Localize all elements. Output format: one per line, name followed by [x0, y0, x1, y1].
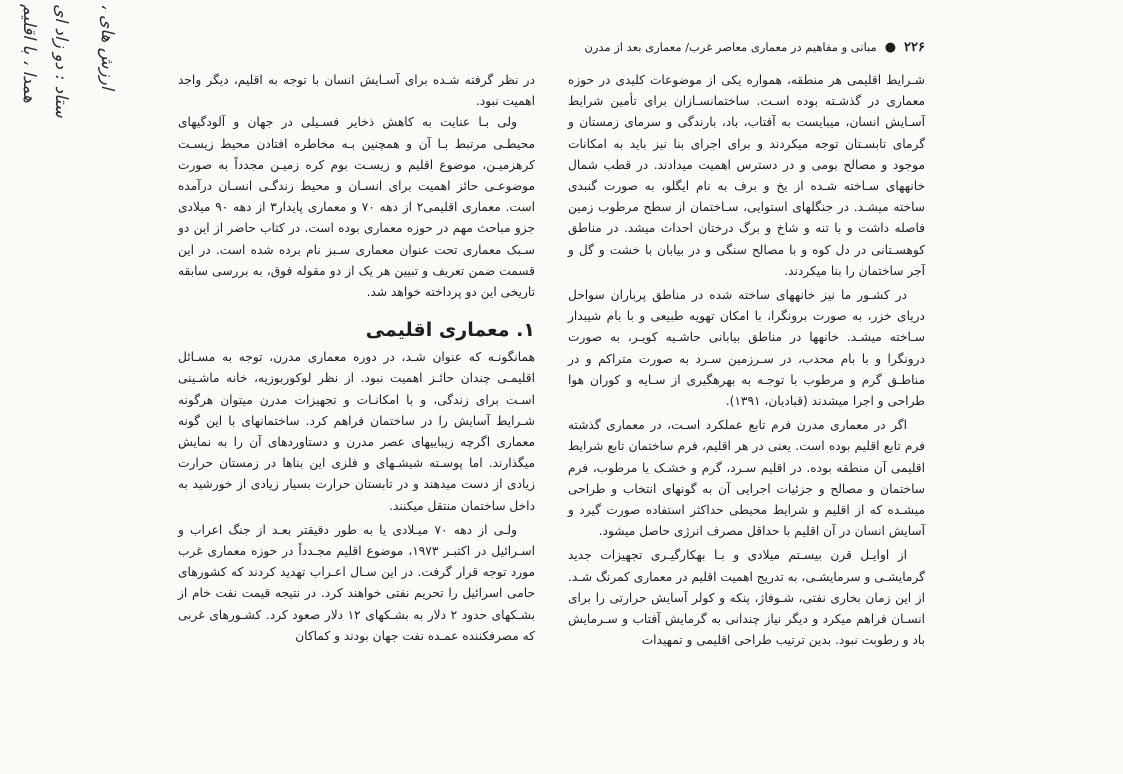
- handwritten-note-1: همدا ، با اقلیم: [19, 4, 39, 103]
- running-title: مبانی و مفاهیم در معماری معاصر غرب/ معماری بعد از مدرن: [584, 40, 877, 54]
- handwritten-note-2: ستاد : دو زاد ای: [51, 4, 71, 118]
- page-number: ۲۲۶: [904, 39, 925, 55]
- paragraph: همانگونـه که عنوان شـد، در دوره معماری مدرن، توجه به مسـائل اقلیمـی چندان حائـز اهمیت نبود. از نظر لوکوربوزیه، خانه ماشـینی اسـت برای زندگی، و با امکانـات و تجهیزات مدرن میتوان هرگونه شـرایط آسایش را در ساختمان فراهم کرد. ساختمانهای با این گونه معماری اگرچه زیباییهای عصر مدرن و دستاوردهای آن را به نمایش میگذارند. اما پوسـته شیشـهای و فلزی این بناها در زمستان حرارت زیادی از دست میدهند و در تابستان حرارت بسیار زیادی از خورشید به داخل ساختمان منتقل میکنند.: [178, 350, 535, 513]
- right-column: [568, 70, 925, 651]
- paragraph: در کشـور ما نیز خانههای ساخته شده در مناطق پرباران سواحل دریای خزر، به صورت برونگرا، با امکان تهویه طبیعی و با بام شیبدار سـاخته میشـد. خانهها در مناطق بیابانی حاشـیه کویـر، به صورت درونگرا و با بام محدب، در سـرزمین سـرد به صورت متراکم و در مناطـق گرم و مرطوب با توجـه به بهرهگیری از سـایه و کوران هوا طراحی و اجرا میشدند (قبادیان، ۱۳۹۱).: [568, 288, 925, 409]
- page-header: [540, 36, 925, 58]
- left-column: [178, 70, 535, 647]
- handwritten-notes: [0, 4, 165, 144]
- paragraph: ولـی از دهه ۷۰ میـلادی یا به طور دقیقتر بعـد از جنگ اعراب و اسـرائیل در اکتبـر ۱۹۷۳، موضوع اقلیم مجـدداً در حوزه معماری غرب مورد توجه قرار گرفت. در این سـال اعـراب تهدید کردند که کشورهای حامی اسرائیل را تحریم نفتی خواهند کرد. در نتیجه قیمت نفت خام از بشـکهای حدود ۲ دلار به بشـکهای ۱۲ دلار صعود کرد. کشـورهای غربی که مصرفکننده عمـده نفت جهان بودند و کماکان: [178, 522, 536, 643]
- section-heading: ۱. معماری اقلیمی: [365, 319, 535, 342]
- paragraph: اگر در معماری مدرن فرم تابع عملکرد اسـت، در معماری گذشته فرم تابع اقلیم بوده است. یعنی در هر اقلیم، فرم ساختمان تابع شرایط اقلیمی آن منطقه بوده. در اقلیم سـرد، گرم و خشـک یا مرطوب، فرم ساختمان و مصالح و جزئیات اجرایی آن به گونهای انتخاب و طراحی میشـده که از اقلیم و شرایط محیطی حداکثر استفاده صورت گیرد و آسایش انسان در آن اقلیم با حداقل مصرف انرژی حاصل میشود.: [568, 418, 925, 539]
- bullet-icon: ●: [884, 39, 897, 55]
- paragraph: از اوایـل قرن بیسـتم میلادی و بـا بهکارگیـری تجهیزات جدید گرمایشـی و سرمایشـی، به تدریج اهمیت اقلیم در معماری کمرنگ شـد. از این زمان بخاری نفتی، شـوفاژ، پنکه و کولر آسایش حرارتی را برای انسـان فراهم میکرد و دیگر نیاز چندانی به گرمایش آفتاب و سـرمایش باد و رطوبت نبود. بدین ترتیب طراحی اقلیمی و تمهیدات: [568, 548, 925, 648]
- paragraph: در نظر گرفته شـده برای آسـایش انسان با توجه به اقلیم، دیگر واجد اهمیت نبود.: [178, 73, 535, 109]
- handwritten-note-3: ارزش های ،: [97, 4, 117, 90]
- paragraph: ولی بـا عنایت به کاهش ذخایر فسـیلی در جهان و آلودگیهای محیطـی مرتبط بـا آن و همچنین بـه مخاطره افتادن محیط زیسـت کرهزمیـن، موضوع اقلیم و زیسـت بوم کره زمیـن مجدداً به صورت موضوعـی حائز اهمیت برای انسـان و محیط زندگـی انسـان درآمده است. معماری اقلیمی۲ از دهه ۷۰ و معماری پایدار۳ از دهه ۹۰ میلادی جزو مباحث مهم در حوزه معماری بوده است. در کتاب حاضر از این دو سـبک معماری تحت عنوان معماری سـبز نام برده شده است. در این قسمت ضمن تعریف و تبیین هر یک از دو مقوله فوق، به بررسی سابقه تاریخی این دو پرداخته خواهد شد.: [178, 115, 535, 300]
- paragraph: شـرایط اقلیمی هر منطقه، همواره یکی از موضوعات کلیدی در حوزه معماری در گذشـته بوده اسـت. ساختمانسـازان برای تأمین شرایط آسـایش انسان، میبایست به آفتاب، باد، بارندگی و سرمای زمستان و گرمای تابسـتان توجه میکردند و برای اجرای بنا نیز باید به امکانات موجود و مصالح بومی و در دسترس اهمیت میدادند. در قطب شمال خانههای سـاخته شـده از یخ و برف به نام ایگلو، به صورت گنبدی ساخته میشـد. در جنگلهای استوایی، سـاختمان از سطح مرطوب زمین فاصله داشت و با تنه و شاخ و برگ درختان احداث میشد. در مناطق کوهسـتانی در دل کوه و با مصالح سنگی و در بیابان با خشت و گل و آجر ساختمان را بنا میکردند.: [568, 73, 925, 278]
